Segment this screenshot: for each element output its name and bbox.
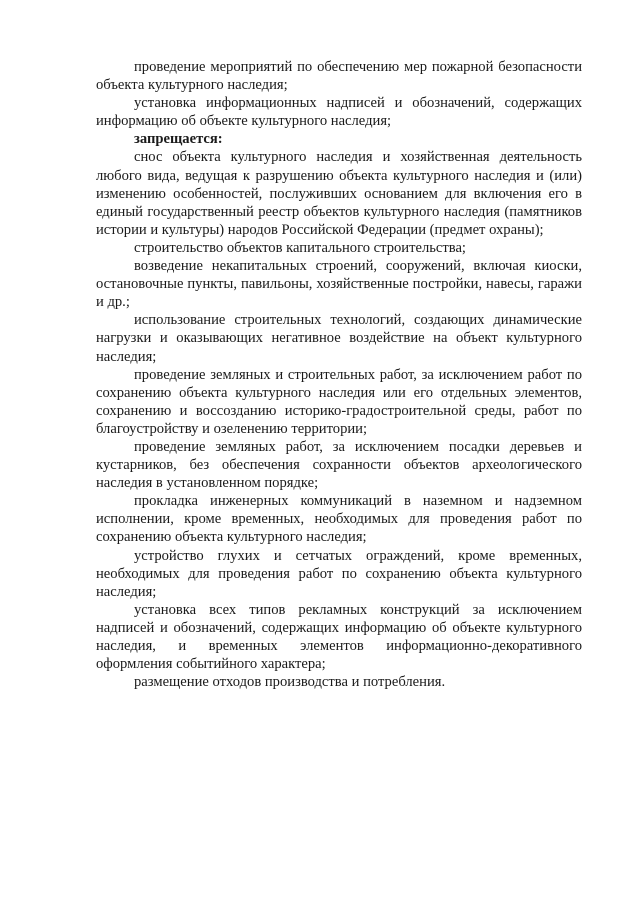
- document-page: [96, 58, 582, 691]
- heading-prohibited: запрещается:: [134, 131, 223, 148]
- paragraph-earthworks-archaeology: проведение земляных работ, за исключением посадки деревьев и кустарников, без обеспечения сохранности объектов археологического наследия в установленном порядке;: [96, 438, 582, 492]
- paragraph-construction-technologies: использование строительных технологий, создающих динамические нагрузки и оказывающих негативное воздействие на объект культурного наследия;: [96, 312, 582, 365]
- paragraph-waste: размещение отходов производства и потребления.: [134, 674, 446, 691]
- paragraph-temporary-structures: возведение некапитальных строений, сооружений, включая киоски, остановочные пункты, павильоны, хозяйственные постройки, навесы, гаражи и др.;: [96, 258, 582, 311]
- paragraph-utilities: прокладка инженерных коммуникаций в наземном и надземном исполнении, кроме временных, необходимых для проведения работ по сохранению объекта культурного наследия;: [96, 493, 582, 546]
- paragraph-fences: устройство глухих и сетчатых ограждений, кроме временных, необходимых для проведения работ по сохранению объекта культурного наследия;: [96, 547, 582, 600]
- paragraph-capital-construction: строительство объектов капитального строительства;: [134, 239, 466, 256]
- paragraph-advertising: установка всех типов рекламных конструкций за исключением надписей и обозначений, содержащих информацию об объекте культурного наследия, и временных элементов информационно-декоративного оформления событийного характера;: [96, 601, 582, 673]
- paragraph-earthworks: проведение земляных и строительных работ, за исключением работ по сохранению объекта культурного наследия или его отдельных элементов, сохранению и воссозданию историко-градостроительной среды, работ по благоустройству и озеленению территории;: [96, 366, 582, 437]
- paragraph-demolition: снос объекта культурного наследия и хозяйственная деятельность любого вида, ведущая к разрушению объекта культурного наследия и (или) изменению особенностей, послуживших основанием для включения его в единый государственный реестр объектов культурного наследия (памятников истории и культуры) народов Российской Федерации (предмет охраны);: [96, 149, 582, 238]
- paragraph-fire-safety: проведение мероприятий по обеспечению мер пожарной безопасности объекта культурного наследия;: [96, 59, 582, 94]
- paragraph-info-signs: установка информационных надписей и обозначений, содержащих информацию об объекте культурного наследия;: [96, 95, 582, 130]
